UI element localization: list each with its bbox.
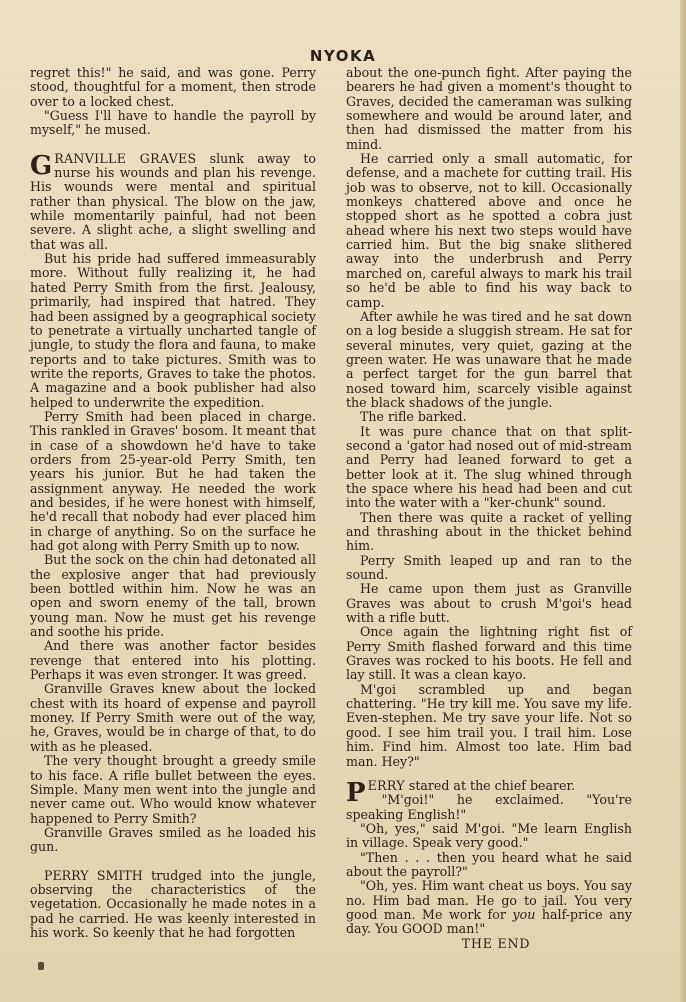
section-lead-words: PERRY SMITH <box>44 867 143 883</box>
paragraph: M'goi scrambled up and began chattering. "He try kill me. You save my life. Even-stephen. Me try save your life. Not so good. I see him trail you. I trail him. Lose him. Find him. Almost too late. Him bad man. Hey?" <box>346 681 632 769</box>
page-header-title: NYOKA <box>309 47 377 65</box>
section-opening-text: stared at the chief bearer. <box>404 777 576 793</box>
section-opening-text: slunk away to nurse his wounds and plan his revenge. His wounds were mental and spiritual rather than physical. The blow on the jaw, while momentarily painful, had not been severe. A slight ache, a slight swelling and that was all. <box>30 150 316 252</box>
paragraph: The very thought brought a greedy smile to his face. A rifle bullet between the eyes. Simple. Many men went into the jungle and never came out. Who would know whatever happened to Perry Smith? <box>30 753 316 826</box>
text-run: half-price any day. You GOOD man!" <box>346 906 632 937</box>
paragraph: Granville Graves knew about the locked chest with its hoard of expense and payroll money. If Perry Smith were out of the way, he, Graves, would be in charge of that, to do with as he pleased. <box>30 681 316 754</box>
drop-cap-letter: P <box>346 777 366 808</box>
paragraph: "Guess I'll have to handle the payroll by myself," he mused. <box>30 108 316 138</box>
paragraph: After awhile he was tired and he sat down on a log beside a sluggish stream. He sat for several minutes, very quiet, gazing at the green water. He was unaware that he made a perfect target for the gun barrel that nosed toward him, scarcely visible against the black shadows of the jungle. <box>346 308 632 410</box>
paragraph: Granville Graves smiled as he loaded his gun. <box>30 824 316 855</box>
paragraph: "M'goi!" he exclaimed. "You're speaking English!" <box>346 792 632 822</box>
section-opening-paragraph <box>30 152 316 252</box>
paragraph <box>346 879 632 936</box>
paragraph: "Oh, yes," said M'goi. "Me learn English in village. Speak very good." <box>346 820 632 851</box>
paragraph: Once again the lightning right fist of Perry Smith flashed forward and this time Graves was rocked to his boots. He fell and lay still. It was a clean kayo. <box>346 624 632 683</box>
paragraph: But the sock on the chin had detonated all the explosive anger that had previously been bottled within him. Now he was an open and sworn enemy of the tall, brown young man. Now he must get his revenge and soothe his pride. <box>30 552 316 640</box>
paragraph: regret this!" he said, and was gone. Perry stood, thoughtful for a moment, then strode over to a locked chest. <box>30 65 316 109</box>
section-opening-paragraph <box>30 869 316 941</box>
section-opening-text: trudged into the jungle, observing the characteristics of the vegetation. Occasionally he made notes in a pad he carried. He was keenly interested in his work. So keenly that he had forgotten <box>30 867 316 940</box>
paragraph: He carried only a small automatic, for defense, and a machete for cutting trail. His job was to observe, not to kill. Occasionally monkeys chattered above and once he stopped short as he spotted a cobra just ahead where his next two steps would have carried him. But the big snake slithered away into the underbrush and Perry marched on, careful always to mark his trail so he'd be able to find his way back to camp. <box>346 151 632 310</box>
ink-blot-mark <box>38 962 44 970</box>
section-lead-words: ERRY <box>367 777 405 793</box>
paragraph: Perry Smith leaped up and ran to the sound. <box>346 552 632 583</box>
the-end-label: THE END <box>461 935 531 951</box>
paragraph: He came upon them just as Granville Graves was about to crush M'goi's head with a rifle butt. <box>346 581 632 626</box>
left-column <box>30 66 316 940</box>
paragraph: The rifle barked. <box>360 409 467 425</box>
paragraph: about the one-punch fight. After paying the bearers he had given a moment's thought to Graves, decided the cameraman was sulking somewhere and would be around later, and then had dismissed the matter from his mind. <box>346 65 632 152</box>
drop-cap-letter: G <box>30 150 53 181</box>
paragraph: "Then . . . then you heard what he said about the payroll?" <box>346 849 632 879</box>
paragraph: And there was another factor besides revenge that entered into his plotting. Perhaps it was even stronger. It was greed. <box>30 638 316 683</box>
section-lead-words: RANVILLE GRAVES <box>54 150 197 166</box>
page-spine-edge <box>680 0 686 1002</box>
right-column <box>346 66 632 951</box>
paragraph: But his pride had suffered immeasurably more. Without fully realizing it, he had hated Perry Smith from the first. Jealousy, primarily, had inspired that hatred. They had been assigned by a geographical society to penetrate a virtually uncharted tangle of jungle, to study the flora and fauna, to make reports and to take pictures. Smith was to write the reports, Graves to take the photos. A magazine and a book publisher had also helped to underwrite the expedition. <box>30 251 316 410</box>
emphasized-word: you <box>512 906 536 922</box>
paragraph: Then there was quite a racket of yelling and thrashing about in the thicket behind him. <box>346 509 632 554</box>
paragraph: It was pure chance that on that split-second a 'gator had nosed out of mid-stream and Perry had leaned forward to get a better look at it. The slug whined through the space where his head had been and cut into the water with a "ker-chunk" sound. <box>346 423 632 511</box>
paragraph: Perry Smith had been placed in charge. This rankled in Graves' bosom. It meant that in case of a showdown he'd have to take orders from 25-year-old Perry Smith, ten years his junior. But he had taken the assignment anyway. He needed the work and besides, if he were honest with himself, he'd recall that nobody had ever placed him in charge of anything. So on the surface he had got along with Perry Smith up to now. <box>30 408 316 553</box>
text-run: "Oh, yes. Him want cheat us boys. You say no. Him bad man. He go to jail. You very good man. Me work for <box>346 878 632 922</box>
